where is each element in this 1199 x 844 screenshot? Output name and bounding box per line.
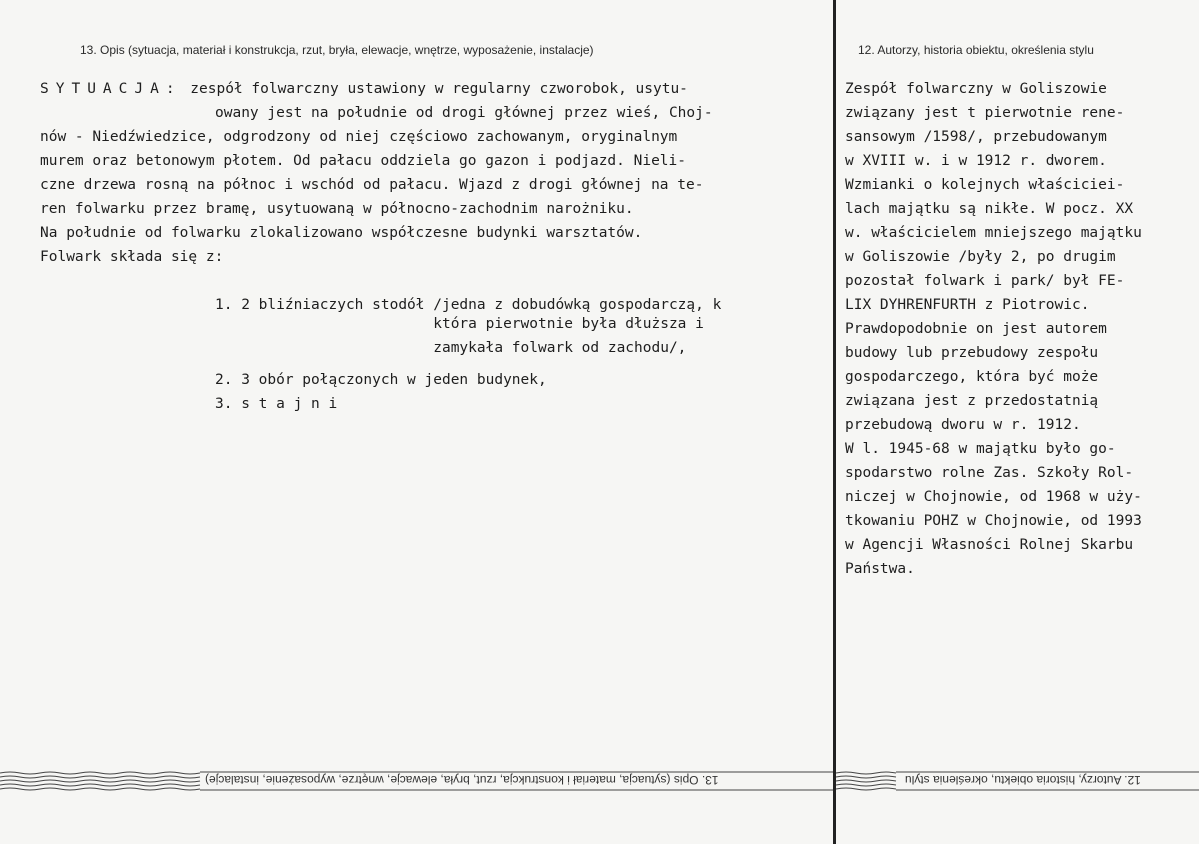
text-line: W l. 1945-68 w majątku było go-: [845, 441, 1116, 457]
text-line: Na południe od folwarku zlokalizowano współczesne budynki warsztatów.: [40, 225, 643, 241]
text-line: przebudową dworu w r. 1912.: [845, 417, 1081, 433]
text-line: związana jest z przedostatnią: [845, 393, 1099, 409]
text-line: w Agencji Własności Rolnej Skarbu: [845, 537, 1134, 553]
text-line: nów - Niedźwiedzice, odgrodzony od niej częściowo zachowanym, oryginalnym: [40, 129, 678, 145]
sytuacja-label: SYTUACJA:: [40, 81, 182, 97]
list-item: 3. s t a j n i: [215, 396, 338, 412]
list-item-continuation: która pierwotnie była dłuższa i: [215, 316, 704, 332]
history-text: [845, 77, 1142, 581]
text-line: w. właścicielem mniejszego majątku: [845, 225, 1142, 241]
text-line: związany jest t pierwotnie rene-: [845, 105, 1125, 121]
text-line: ren folwarku przez bramę, usytuowaną w północno-zachodnim narożniku.: [40, 201, 634, 217]
text-line: Prawdopodobnie on jest autorem: [845, 321, 1107, 337]
text-line: Zespół folwarczny w Goliszowie: [845, 81, 1107, 97]
text-line: murem oraz betonowym płotem. Od pałacu oddziela go gazon i podjazd. Nieli-: [40, 153, 687, 169]
text-line: budowy lub przebudowy zespołu: [845, 345, 1099, 361]
text-line: pozostał folwark i park/ był FE-: [845, 273, 1125, 289]
text-line: Folwark składa się z:: [40, 249, 224, 265]
description-text: [40, 77, 713, 269]
column-divider: [833, 0, 836, 844]
text-line: sansowym /1598/, przebudowanym: [845, 129, 1107, 145]
section-13-header: 13. Opis (sytuacja, materiał i konstrukcja, rzut, bryła, elewacje, wnętrze, wyposażenie, instalacje): [80, 43, 594, 57]
text-line: w Goliszowie /były 2, po drugim: [845, 249, 1116, 265]
footer-strip: [0, 770, 1199, 792]
text-line: Państwa.: [845, 561, 915, 577]
section-12-header: 12. Autorzy, historia obiektu, określenia stylu: [858, 43, 1094, 57]
text-line: lach majątku są nikłe. W pocz. XX: [845, 201, 1134, 217]
footer-section-13-label: 13. Opis (sytuacja, materiał i konstrukcja, rzut, bryła, elewacje, wnętrze, wyposażenie, instalacje): [205, 773, 719, 787]
footer-divider: [833, 770, 836, 792]
text-line: owany jest na południe od drogi głównej przez wieś, Choj-: [215, 105, 713, 121]
components-list: [215, 293, 721, 416]
text-line: w XVIII w. i w 1912 r. dworem.: [845, 153, 1107, 169]
text-line: LIX DYHRENFURTH z Piotrowic.: [845, 297, 1090, 313]
text-line: gospodarczego, która być może: [845, 369, 1099, 385]
text-line: Wzmianki o kolejnych właściciei-: [845, 177, 1125, 193]
footer-section-12-label: 12. Autorzy, historia obiektu, określenia stylu: [905, 773, 1141, 787]
text-line: [40, 77, 713, 101]
list-item-continuation: zamykała folwark od zachodu/,: [215, 340, 687, 356]
list-item: 2. 3 obór połączonych w jeden budynek,: [215, 372, 547, 388]
text-line: spodarstwo rolne Zas. Szkoły Rol-: [845, 465, 1134, 481]
text-line: niczej w Chojnowie, od 1968 w uży-: [845, 489, 1142, 505]
text-line-content: zespół folwarczny ustawiony w regularny czworobok, usytu-: [181, 81, 688, 97]
list-item: 1. 2 bliźniaczych stodół /jedna z dobudówką gospodarczą, k: [215, 297, 722, 313]
text-line: tkowaniu POHZ w Chojnowie, od 1993: [845, 513, 1142, 529]
text-line: czne drzewa rosną na północ i wschód od pałacu. Wjazd z drogi głównej na te-: [40, 177, 704, 193]
